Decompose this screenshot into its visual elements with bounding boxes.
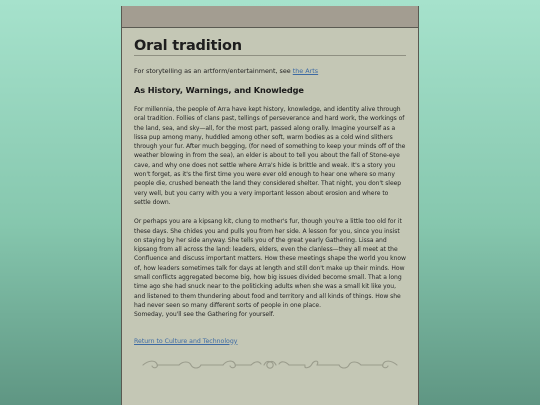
page-title: Oral tradition — [134, 38, 406, 56]
paragraph-gathering-body: Or perhaps you are a kipsang kit, clung to mother's fur, though you're a little too old for it these days. She chides you and pulls you from her side. A lesson for you, since you insist on staying by her side anyway. She tells you of the great yearly Gathering. Lissa and kipsang from all across the land: leaders, elders, even the clanless—they all meet at the Confluence and discuss important matters. How these meetings shape the world you know of, how leaders sometimes talk for days at length and still don't make up their minds. How small conflicts aggregated become big, how big issues divided become small. That a long time ago she had snuck near to the politicking adults when she was a small kit like you, and listened to them thundering about food and territory and all kinds of things. How she had never seen so many different sorts of people in one place. — [134, 218, 406, 309]
ornamental-divider — [134, 359, 406, 371]
page-container — [121, 6, 419, 405]
paragraph-history: For millennia, the people of Arra have kept history, knowledge, and identity alive through oral tradition. Follies of clans past, tellings of perseverance and hard work, the workings of the land, sea, and sky—all, for the most part, passed along orally. Imagine yourself as a lissa pup among many, huddled among other soft, warm bodies as a cold wind slithers through your fur. After much begging, (for need of something to keep your minds off of the weather blowing in from the sea), an elder is about to tell you about the fall of Stone-eye cave, and why one does not settle where Arra's hide is brittle and weak. It's a story you won't forget, as it's the first time you were ever old enough to hear one where so many people die, crushed beneath the land they considered shelter. That night, you don't sleep very well, but you carry with you a very important lesson about erosion and where to settle down. — [134, 106, 406, 206]
scroll-ornament-icon — [139, 359, 401, 371]
return-to-culture-link[interactable]: Return to Culture and Technology — [134, 337, 238, 345]
back-link-container — [134, 337, 406, 346]
hatnote — [134, 67, 406, 76]
the-arts-link[interactable]: the Arts — [292, 67, 319, 75]
paragraph-gathering-closing: Someday, you'll see the Gathering for yourself. — [134, 311, 275, 319]
hatnote-text: For storytelling as an artform/entertainment, see — [134, 67, 293, 75]
paragraph-gathering — [134, 217, 406, 319]
top-bar — [122, 6, 418, 28]
article-content — [122, 38, 418, 371]
section-heading: As History, Warnings, and Knowledge — [134, 85, 304, 95]
